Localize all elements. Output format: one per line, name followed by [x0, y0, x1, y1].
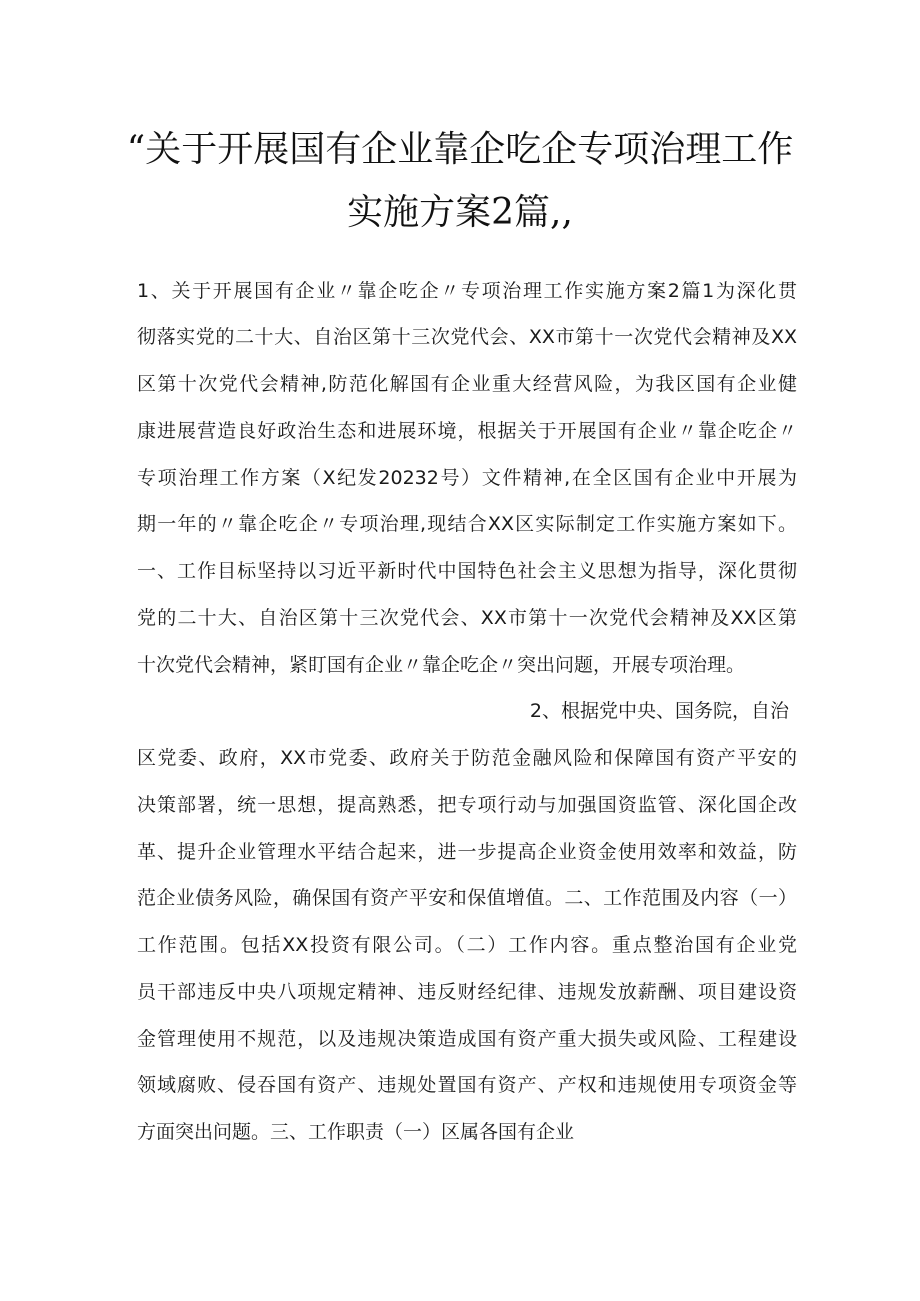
body-text-line: 金管理使用不规范，以及违规决策造成国有资产重大损失或风险、工程建设	[137, 1028, 797, 1050]
body-text-line: 康进展营造良好政治生态和进展环境，根据关于开展国有企业〃靠企吃企〃	[137, 420, 797, 442]
document-title-line-1: “关于开展国有企业靠企吃企专项治理工作	[126, 129, 794, 170]
body-text-line: 区第十次党代会精神,防范化解国有企业重大经营风险，为我区国有企业健	[137, 373, 797, 395]
body-text-line: 十次党代会精神，紧盯国有企业〃靠企吃企〃突出问题，开展专项治理。	[137, 654, 746, 676]
body-text-line: 专项治理工作方案（X纪发20232号）文件精神,在全区国有企业中开展为	[137, 467, 797, 489]
body-text-line: 工作范围。包括XX投资有限公司。（二）工作内容。重点整治国有企业党	[137, 934, 797, 956]
body-text-line: 范企业债务风险，确保国有资产平安和保值增值。二、工作范围及内容（一）	[137, 887, 797, 909]
body-text-line: 期一年的〃靠企吃企〃专项治理,现结合XX区实际制定工作实施方案如下。	[137, 513, 797, 535]
body-text-line: 决策部署，统一思想，提高熟悉，把专项行动与加强国资监管、深化国企改	[137, 794, 797, 816]
body-text-line: 方面突出问题。三、工作职责（一）区属各国有企业	[137, 1121, 575, 1143]
body-text-line: 革、提升企业管理水平结合起来，进一步提高企业资金使用效率和效益，防	[137, 841, 797, 863]
body-text-line: 员干部违反中央八项规定精神、违反财经纪律、违规发放薪酬、项目建设资	[137, 981, 797, 1003]
body-text-line: 党的二十大、自治区第十三次党代会、XX市第十一次党代会精神及XX区第	[137, 607, 797, 629]
body-text-line: 一、工作目标坚持以习近平新时代中国特色社会主义思想为指导，深化贯彻	[137, 560, 797, 582]
body-text-line: 领域腐败、侵吞国有资产、违规处置国有资产、产权和违规使用专项资金等	[137, 1074, 797, 1096]
document-title-line-2: 实施方案2篇,,	[347, 192, 573, 233]
body-text-line: 1、关于开展国有企业〃靠企吃企〃专项治理工作实施方案2篇1为深化贯	[137, 280, 797, 302]
body-text-line: 2、根据党中央、国务院，自治	[529, 700, 789, 722]
body-text-line: 彻落实党的二十大、自治区第十三次党代会、XX市第十一次党代会精神及XX	[137, 326, 797, 348]
body-text-line: 区党委、政府，XX市党委、政府关于防范金融风险和保障国有资产平安的	[137, 747, 797, 769]
